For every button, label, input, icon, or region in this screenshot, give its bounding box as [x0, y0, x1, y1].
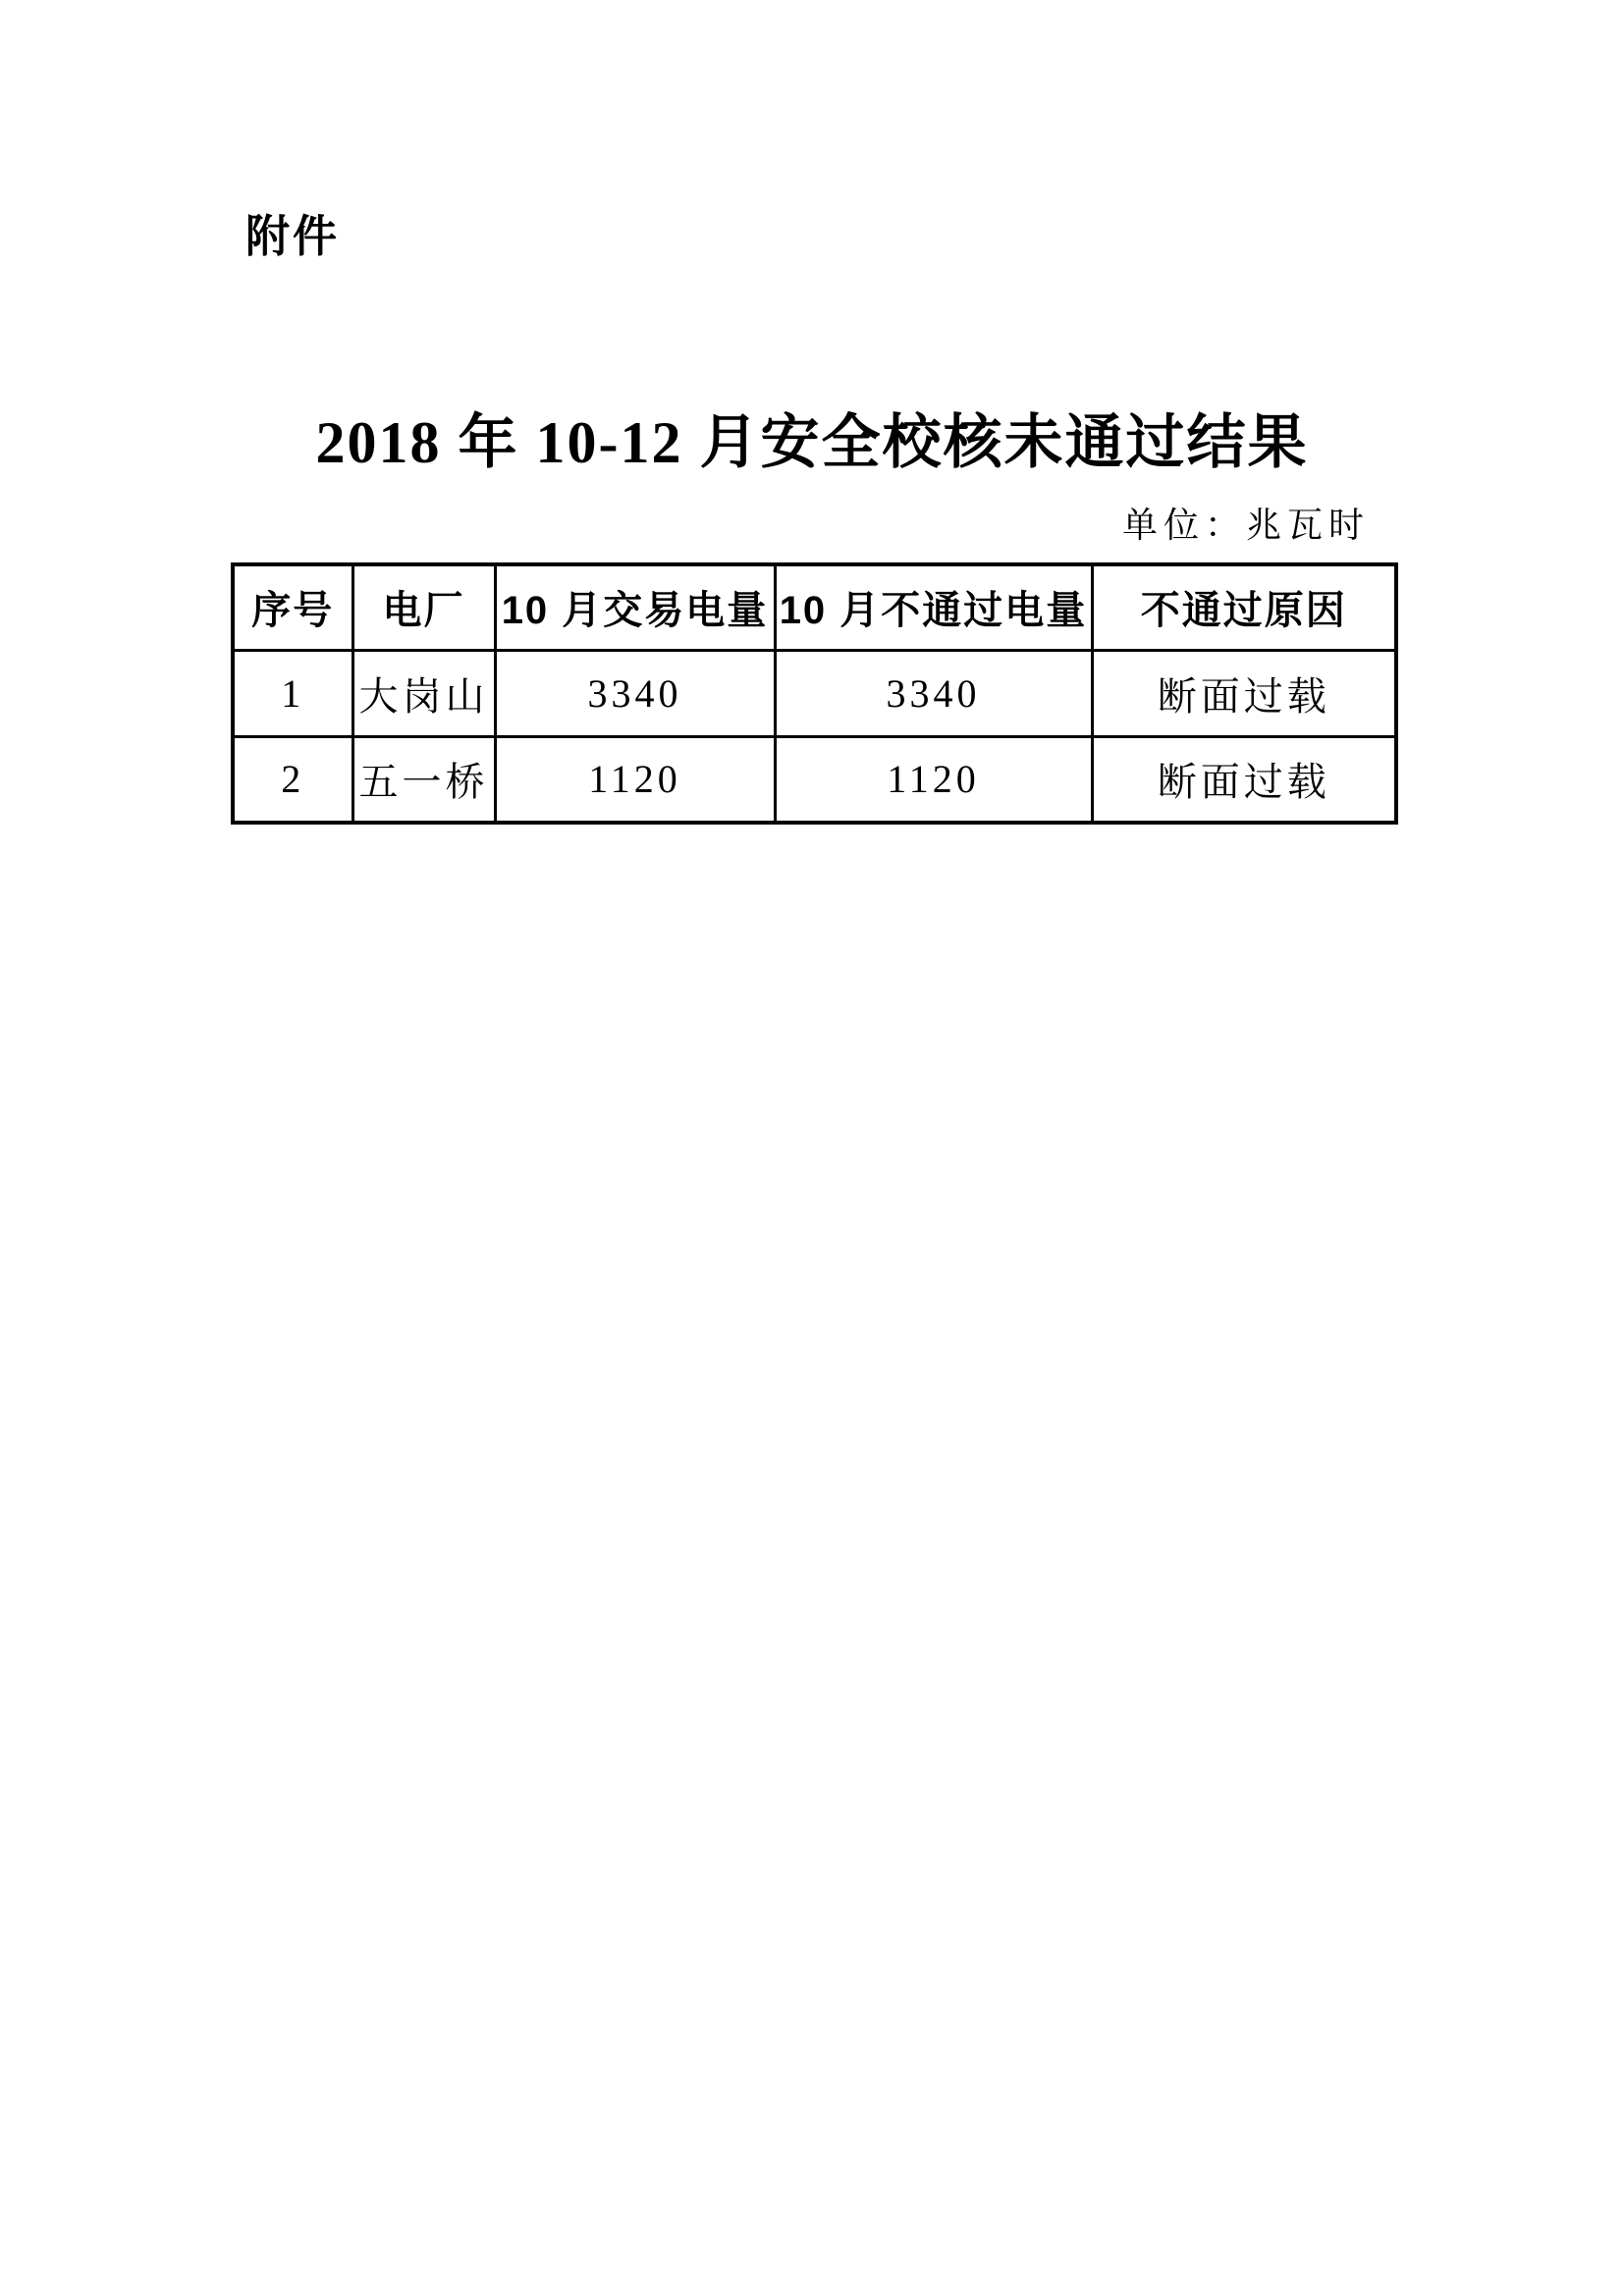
cell-failed-volume: 1120 — [775, 736, 1092, 823]
attachment-label: 附件 — [245, 211, 341, 261]
cell-index: 2 — [233, 736, 352, 823]
page-title: 2018 年 10-12 月安全校核未通过结果 — [315, 410, 1309, 476]
cell-fail-reason: 断面过载 — [1092, 736, 1396, 823]
table-header-row — [233, 564, 1396, 650]
table-row — [233, 736, 1396, 823]
cell-index: 1 — [233, 650, 352, 736]
cell-failed-volume: 3340 — [775, 650, 1092, 736]
cell-fail-reason: 断面过载 — [1092, 650, 1396, 736]
header-cell-failed-volume: 10 月不通过电量 — [775, 564, 1092, 650]
unit-note: 单位：兆瓦时 — [1121, 506, 1370, 545]
header-cell-index: 序号 — [233, 564, 352, 650]
header-cell-plant: 电厂 — [352, 564, 495, 650]
cell-trade-volume: 3340 — [495, 650, 775, 736]
table-row — [233, 650, 1396, 736]
safety-check-result-table — [231, 562, 1398, 825]
cell-trade-volume: 1120 — [495, 736, 775, 823]
header-cell-trade-volume: 10 月交易电量 — [495, 564, 775, 650]
cell-plant: 大岗山 — [352, 650, 495, 736]
cell-plant: 五一桥 — [352, 736, 495, 823]
header-cell-fail-reason: 不通过原因 — [1092, 564, 1396, 650]
